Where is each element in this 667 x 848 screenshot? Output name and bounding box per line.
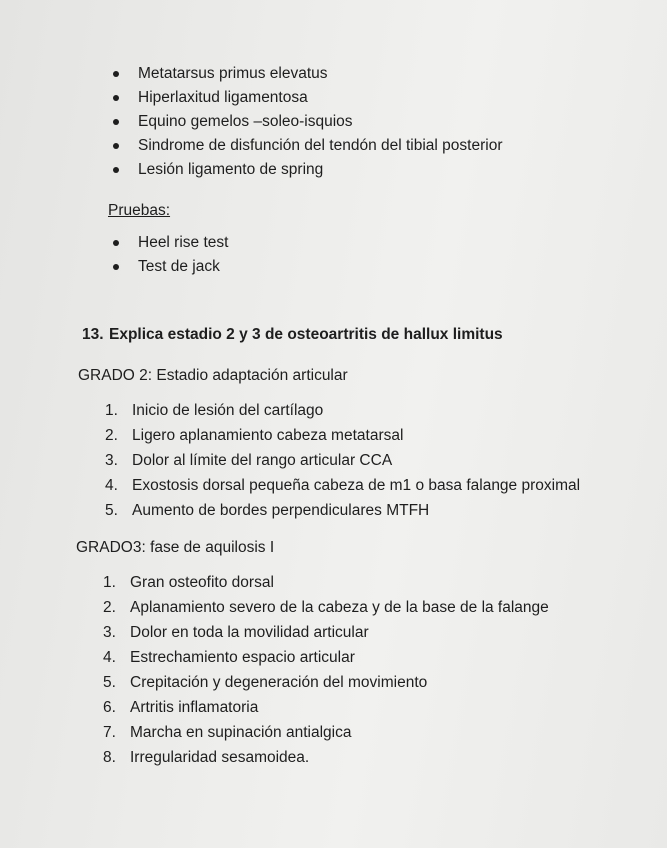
list-item: 3. Dolor al límite del rango articular CCA	[105, 452, 393, 469]
list-item: 7. Marcha en supinación antialgica	[103, 724, 352, 741]
list-item: Heel rise test	[108, 231, 228, 255]
grado2-list	[105, 398, 580, 523]
list-item: Equino gemelos –soleo-isquios	[108, 110, 502, 134]
list-item: 2. Aplanamiento severo de la cabeza y de la base de la falange	[103, 599, 549, 616]
list-item: 5. Crepitación y degeneración del movimiento	[103, 674, 428, 691]
question-number: 13.	[82, 326, 104, 343]
list-item: 2. Ligero aplanamiento cabeza metatarsal	[105, 427, 404, 444]
list-item: Lesión ligamento de spring	[108, 158, 502, 182]
list-item: 3. Dolor en toda la movilidad articular	[103, 624, 369, 641]
pruebas-heading: Pruebas:	[108, 202, 171, 219]
grado3-heading: GRADO3: fase de aquilosis I	[76, 539, 275, 556]
list-item: 4. Exostosis dorsal pequeña cabeza de m1 o basa falange proximal	[105, 477, 581, 494]
list-item: Sindrome de disfunción del tendón del tibial posterior	[108, 134, 502, 158]
question-heading	[82, 326, 503, 344]
grado3-list	[103, 570, 549, 770]
list-item: Hiperlaxitud ligamentosa	[108, 86, 502, 110]
list-item: 5. Aumento de bordes perpendiculares MTFH	[105, 502, 430, 519]
list-item: Test de jack	[108, 255, 228, 279]
list-item: 1. Inicio de lesión del cartílago	[105, 402, 324, 419]
risk-factor-list	[108, 62, 502, 182]
list-item: Metatarsus primus elevatus	[108, 62, 502, 86]
pruebas-list	[108, 231, 228, 279]
list-item: 8. Irregularidad sesamoidea.	[103, 749, 310, 766]
list-item: 6. Artritis inflamatoria	[103, 699, 259, 716]
grado2-heading: GRADO 2: Estadio adaptación articular	[78, 367, 348, 384]
question-text: Explica estadio 2 y 3 de osteoartritis de hallux limitus	[109, 326, 503, 343]
list-item: 4. Estrechamiento espacio articular	[103, 649, 355, 666]
list-item: 1. Gran osteofito dorsal	[103, 574, 274, 591]
